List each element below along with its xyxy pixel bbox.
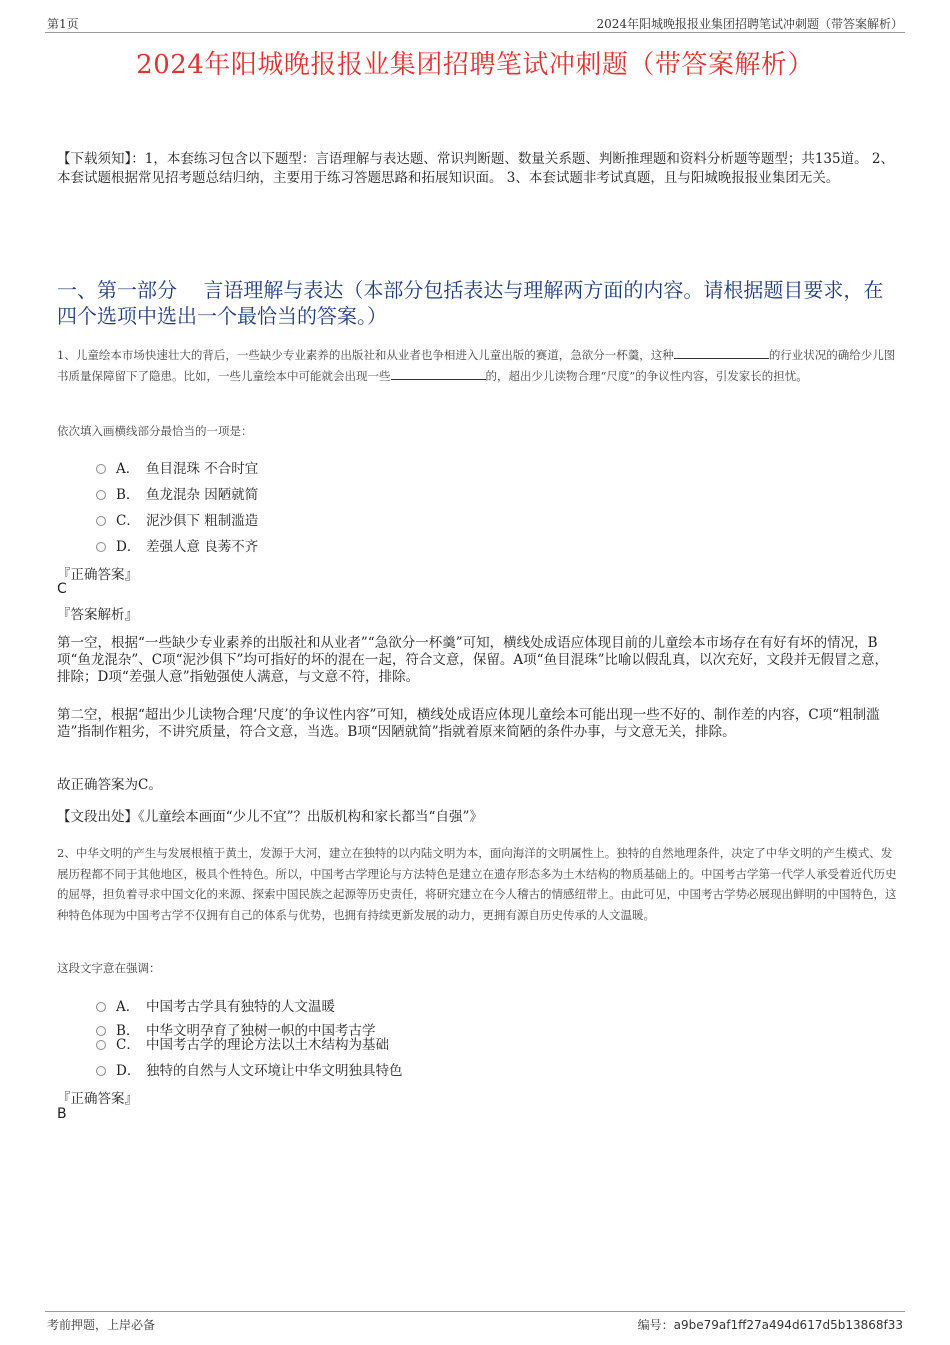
q1-option-c[interactable]: C． 泥沙俱下 粗制滥造 <box>96 509 258 529</box>
radio-icon[interactable] <box>96 542 106 552</box>
download-notice: 【下载须知】：1，本套练习包含以下题型：言语理解与表达题、常识判断题、数量关系题、判断推理题和资料分析题等题型；共135道。 2、本套试题根据常见招考题总结归纳，主要用于练习答题思路和拓展知识面。 3、本套试题非考试真题，且与阳城晚报报业集团无关。 <box>57 151 894 186</box>
q2-answer: B <box>57 1106 67 1122</box>
q2-option-a[interactable]: A． 中国考古学具有独特的人文温暖 <box>96 995 335 1015</box>
page-header <box>45 12 905 33</box>
q2-option-d[interactable]: D． 独特的自然与人文环境让中华文明独具特色 <box>96 1059 403 1079</box>
question-1-prompt: 依次填入画横线部分最恰当的一项是： <box>57 424 253 438</box>
q1-option-d[interactable]: D． 差强人意 良莠不齐 <box>96 535 258 555</box>
header-doc-title: 2024年阳城晚报报业集团招聘笔试冲刺题（带答案解析） <box>596 17 903 31</box>
fill-blank-1 <box>674 346 769 359</box>
fill-blank-2 <box>391 367 486 380</box>
q1-source: 【文段出处】《儿童绘本画面“少儿不宜”？出版机构和家长都当“自强”》 <box>57 809 483 825</box>
q1-analysis-label: 『答案解析』 <box>57 607 138 623</box>
q1-analysis-paragraph-2: 第二空，根据“超出少儿读物合理‘尺度’的争议性内容”可知，横线处成语应体现儿童绘本可能出现一些不好的、制作差的内容，C项“粗制滥造”指制作粗劣，不讲究质量，符合文意，当选。B项“因陋就简”指就着原来简陋的条件办事，与文意无关，排除。 <box>57 707 880 740</box>
q1-analysis-paragraph-1: 第一空，根据“一些缺少专业素养的出版社和从业者”“急欲分一杯羹”可知，横线处成语应体现目前的儿童绘本市场存在有好有坏的情况，B项“鱼龙混杂”、C项“泥沙俱下”均可指好的坏的混在一起，符合文意，保留。A项“鱼目混珠”比喻以假乱真，以次充好，文段并无假冒之意，排除；D项“差强人意”指勉强使人满意，与文意不符，排除。 <box>57 635 888 685</box>
radio-icon[interactable] <box>96 516 106 526</box>
question-2-stem: 2、中华文明的产生与发展根植于黄土，发源于大河，建立在独特的以内陆文明为本，面向海洋的文明属性上。独特的自然地理条件，决定了中华文明的产生模式、发展历程都不同于其他地区，极具个性特色。所以，中国考古学理论与方法特色是建立在遗存形态多为土木结构的物质基础上的。中国考古学第一代学人承受着近代历史的屈辱，担负着寻求中国文化的来源、探索中国民族之起源等历史责任，将研究建立在今人稽古的情感纽带上。由此可见，中国考古学势必展现出鲜明的中国特色，这种特色体现为中国考古学不仅拥有自己的体系与优势，也拥有持续更新发展的动力，更拥有源自历史传承的人文温暖。 <box>57 846 897 922</box>
q2-answer-label: 『正确答案』 <box>57 1091 138 1107</box>
question-2-prompt: 这段文字意在强调： <box>57 961 161 975</box>
radio-icon[interactable] <box>96 464 106 474</box>
document-title: 2024年阳城晚报报业集团招聘笔试冲刺题（带答案解析） <box>136 50 814 80</box>
radio-icon[interactable] <box>96 490 106 500</box>
q2-option-c[interactable]: C． 中国考古学的理论方法以土木结构为基础 <box>96 1033 389 1053</box>
question-1-stem: 1、儿童绘本市场快速壮大的背后，一些缺少专业素养的出版社和从业者也争相进入儿童出版的赛道，急欲分一杯羹，这种 的行业状况的确给少儿图书质量保障留下了隐患。比如，一些儿童绘本中可能就会出现一些 的，超出少儿读物合理“尺度”的争议性内容，引发家长的担忧。 <box>57 348 896 383</box>
q1-conclusion: 故正确答案为C。 <box>57 777 162 793</box>
radio-icon[interactable] <box>96 1002 106 1012</box>
q1-answer: C <box>57 581 67 597</box>
q1-answer-label: 『正确答案』 <box>57 567 138 583</box>
radio-icon[interactable] <box>96 1066 106 1076</box>
q2-option-b[interactable]: B． 中华文明孕育了独树一帜的中国考古学 <box>96 1019 376 1039</box>
page-footer <box>45 1311 905 1332</box>
page-number: 第1页 <box>47 17 79 31</box>
section-heading: 一、第一部分 言语理解与表达（本部分包括表达与理解两方面的内容。请根据题目要求，在四个选项中选出一个最恰当的答案。） <box>57 278 884 328</box>
q1-option-b[interactable]: B． 鱼龙混杂 因陋就简 <box>96 483 258 503</box>
radio-icon[interactable] <box>96 1040 106 1050</box>
footer-code: 编号：a9be79af1ff27a494d617d5b13868f33 <box>637 1318 903 1332</box>
footer-slogan: 考前押题，上岸必备 <box>47 1318 156 1332</box>
q1-option-a[interactable]: A． 鱼目混珠 不合时宜 <box>96 457 258 477</box>
